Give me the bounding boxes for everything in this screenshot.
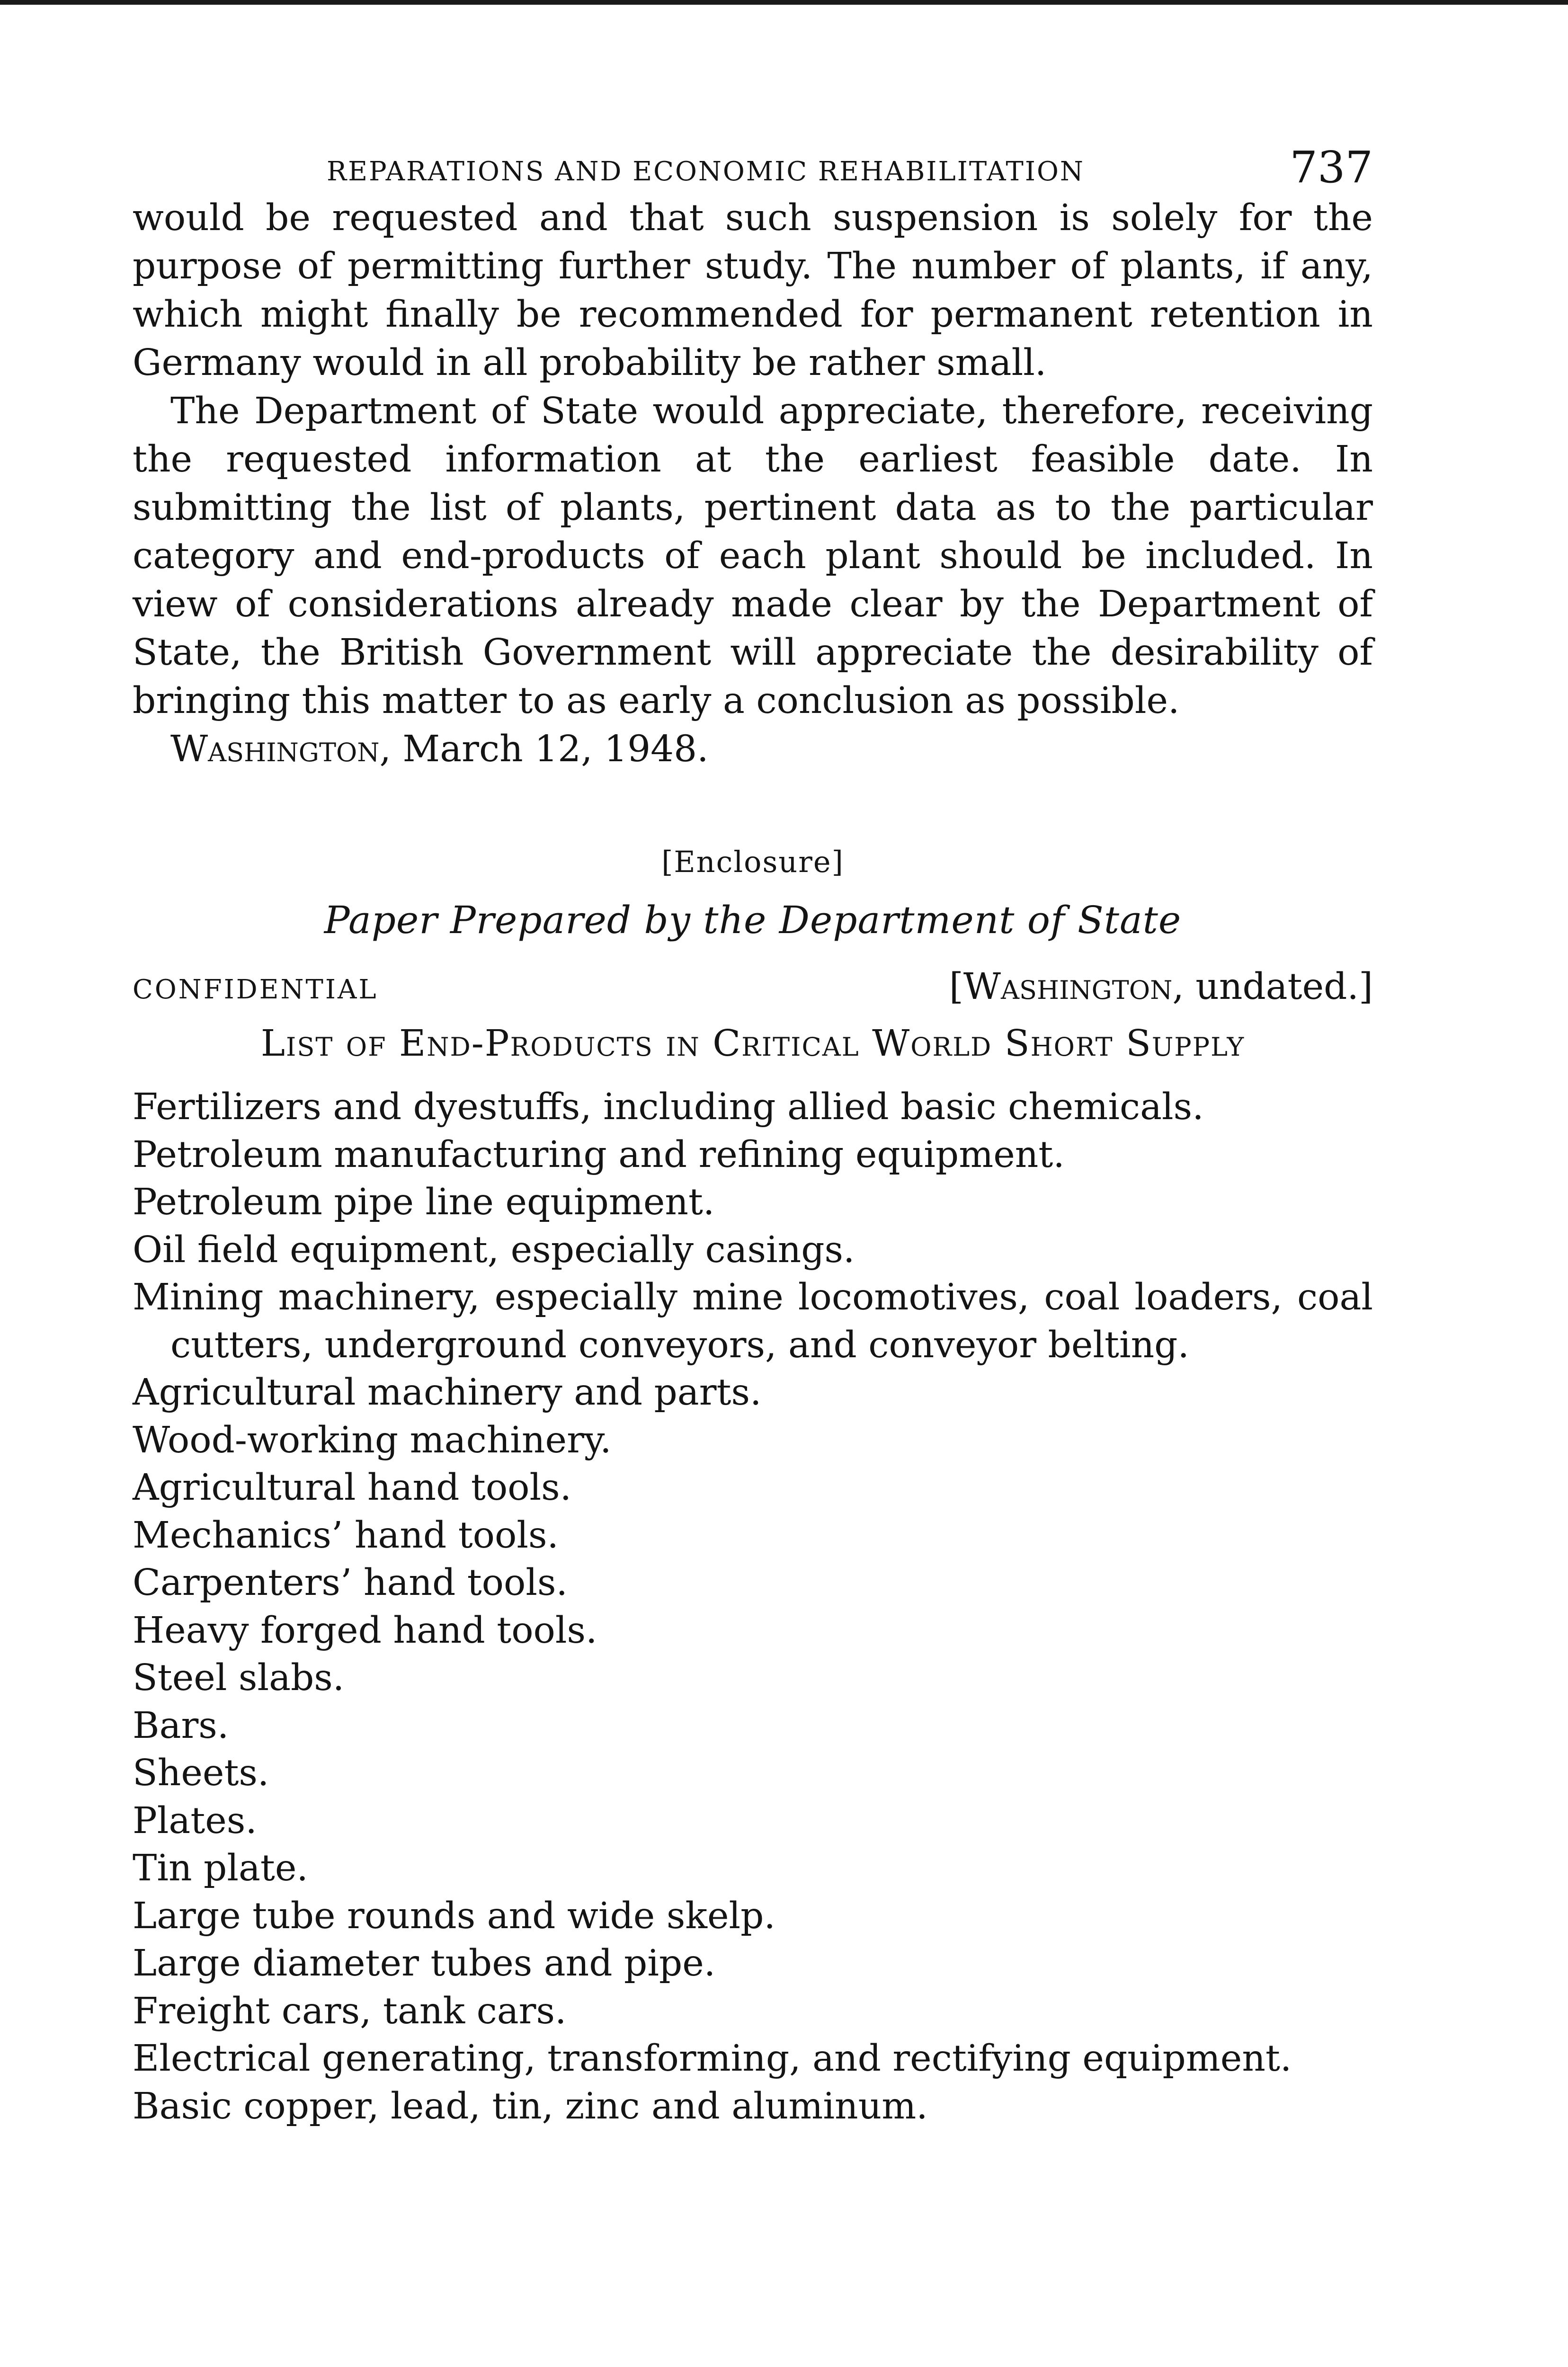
classification-label: CONFIDENTIAL: [133, 974, 378, 1005]
list-item: Freight cars, tank cars.: [133, 1990, 567, 2032]
dateline: [133, 725, 1373, 774]
dateline-place: Washington: [170, 728, 380, 770]
list-item: Oil field equipment, especially casings.: [133, 1228, 855, 1271]
list-title: List of End-Products in Critical World Short Supply: [260, 1023, 1245, 1065]
body-paragraph-1: would be requested and that such suspension is solely for the purpose of permitting further study. The number of plants, if any, which might finally be recommended for permanent retention in Germany would in all probability be rather small.: [133, 197, 1373, 384]
end-products-list: [133, 1084, 1373, 2130]
list-item: Large tube rounds and wide skelp.: [133, 1895, 775, 1937]
list-item: Agricultural hand tools.: [133, 1467, 572, 1509]
list-item: Bars.: [133, 1704, 229, 1747]
document-page: [133, 142, 1373, 2130]
list-item: Mechanics’ hand tools.: [133, 1514, 559, 1557]
body-paragraph-2: The Department of State would appreciate, therefore, receiving the requested information at the earliest feasible date. In submitting the list of plants, pertinent data as to the particular category and end-products of each plant should be included. In view of considerations already made clear by the Department of State, the British Government will appreciate the desirability of bringing this matter to as early a conclusion as possible.: [133, 390, 1373, 722]
list-item: Electrical generating, transforming, and rectifying equipment.: [133, 2038, 1292, 2080]
enclosure-date-open: [: [949, 966, 963, 1008]
enclosure-date-place: Washington: [963, 966, 1173, 1008]
list-item: Carpenters’ hand tools.: [133, 1562, 568, 1604]
list-item: Plates.: [133, 1799, 257, 1842]
classification-line: [133, 966, 1373, 1013]
enclosure-date-rest: , undated.]: [1172, 966, 1373, 1008]
list-item: Wood-working machinery.: [133, 1419, 612, 1461]
top-border-rule: [0, 0, 1568, 5]
dateline-date: , March 12, 1948.: [379, 728, 709, 770]
running-title: REPARATIONS AND ECONOMIC REHABILITATION: [327, 156, 1085, 187]
paper-title: Paper Prepared by the Department of State: [324, 898, 1182, 942]
list-item: Tin plate.: [133, 1847, 308, 1889]
page-number: 737: [1290, 142, 1373, 193]
list-item: Agricultural machinery and parts.: [133, 1371, 762, 1414]
enclosure-date: [949, 966, 1373, 1008]
list-item: Large diameter tubes and pipe.: [133, 1942, 716, 1984]
list-item: Petroleum manufacturing and refining equipment.: [133, 1133, 1065, 1176]
list-item: Steel slabs.: [133, 1657, 345, 1699]
list-item: Fertilizers and dyestuffs, including allied basic chemicals.: [133, 1086, 1204, 1128]
enclosure-label: [Enclosure]: [661, 845, 844, 879]
list-item: Sheets.: [133, 1752, 269, 1794]
list-item: Basic copper, lead, tin, zinc and aluminum.: [133, 2085, 928, 2127]
list-item: Petroleum pipe line equipment.: [133, 1181, 715, 1223]
list-item: Mining machinery, especially mine locomotives, coal loaders, coal cutters, underground conveyors, and conveyor belting.: [133, 1276, 1373, 1366]
list-item: Heavy forged hand tools.: [133, 1609, 597, 1652]
running-header: [133, 142, 1373, 194]
